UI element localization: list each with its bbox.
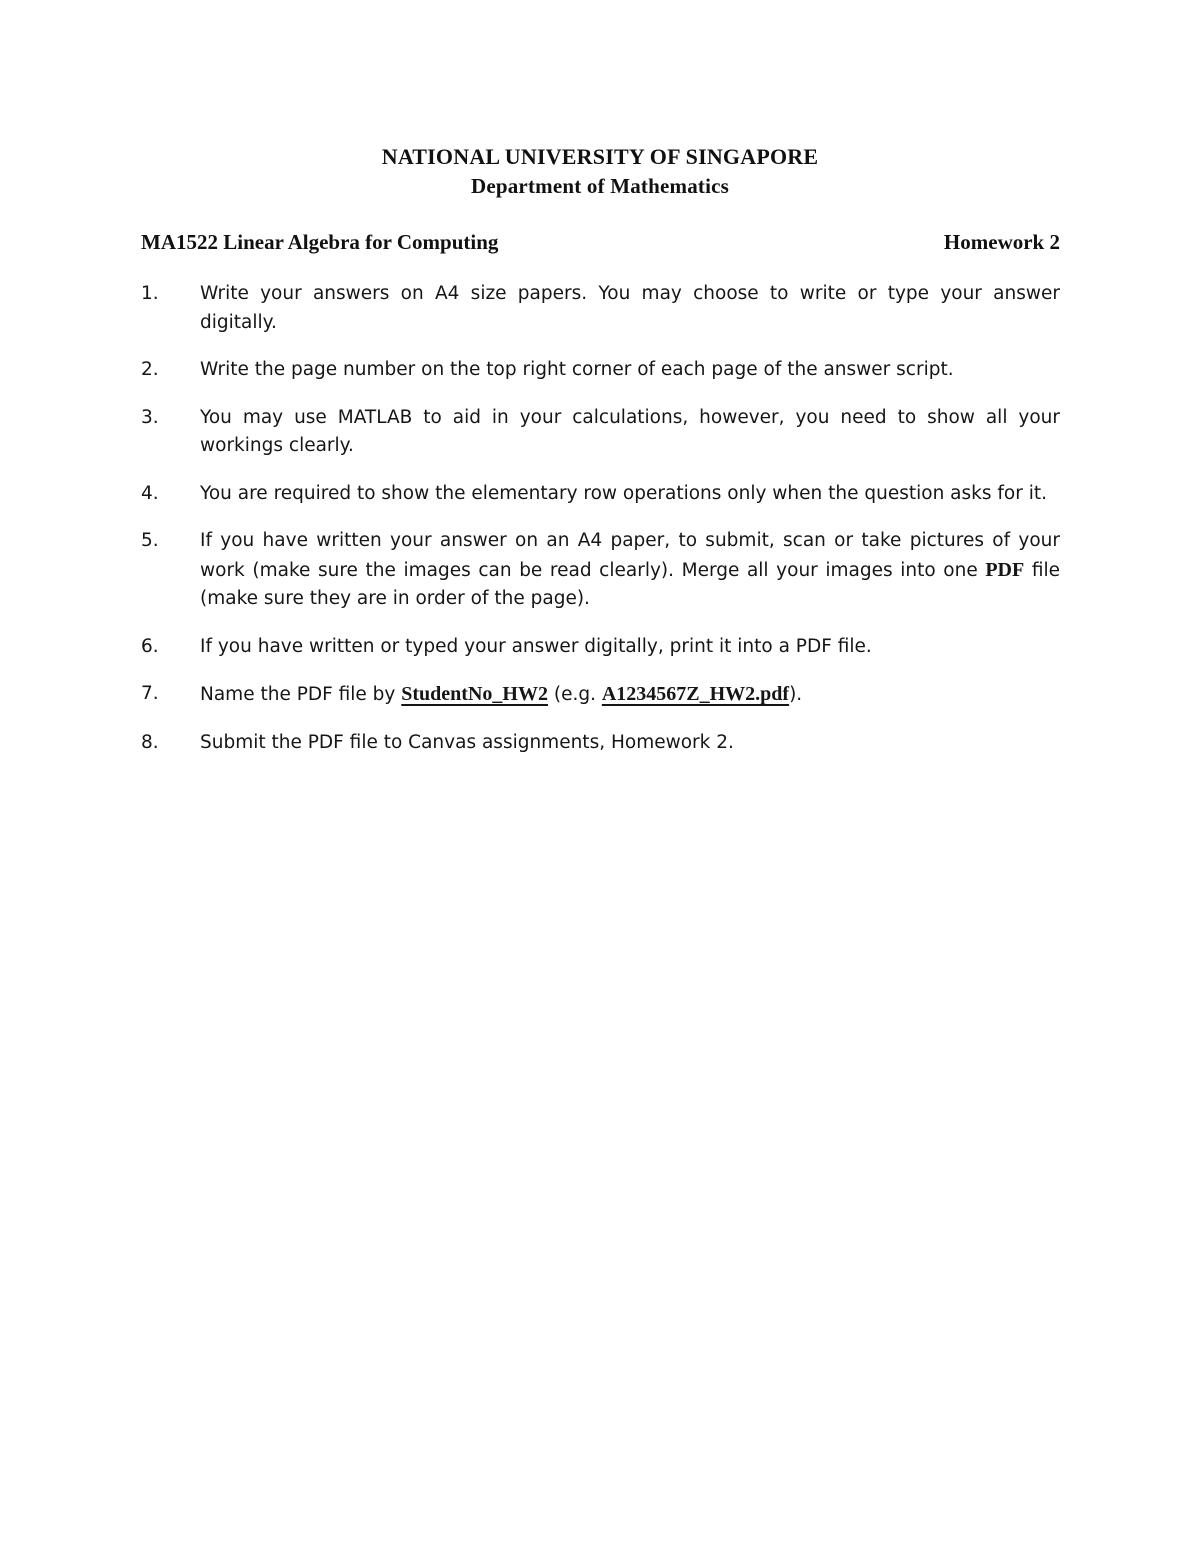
instruction-number: 8. <box>141 731 159 753</box>
instruction-item-8 <box>141 729 1060 758</box>
instruction-number: 7. <box>141 683 159 704</box>
instruction-item-4 <box>141 480 1060 509</box>
instruction-number: 1. <box>141 283 159 304</box>
instruction-text: Write your answers on A4 size papers. You may choose to write or type your answer digitally. <box>200 283 1060 333</box>
instruction-text-block <box>200 527 1060 614</box>
instruction-number: 5. <box>141 530 159 551</box>
filename-pattern: StudentNo_HW2 <box>401 683 548 705</box>
instruction-text: You may use MATLAB to aid in your calculations, however, you need to show all your workings clearly. <box>200 406 1060 456</box>
instruction-text-middle: (e.g. <box>547 684 602 705</box>
instruction-text-after: ). <box>789 684 803 705</box>
university-name: NATIONAL UNIVERSITY OF SINGAPORE <box>381 144 819 169</box>
instruction-item-2 <box>141 356 1060 385</box>
homework-label: Homework 2 <box>943 230 1060 254</box>
instruction-text-before: Name the PDF file by <box>200 684 402 705</box>
pdf-emphasis: PDF <box>985 558 1025 581</box>
instruction-text: Write the page number on the top right corner of each page of the answer script. <box>200 359 954 380</box>
instruction-item-3 <box>141 404 1060 461</box>
filename-example: A1234567Z_HW2.pdf <box>601 683 790 705</box>
instruction-text: If you have written or typed your answer digitally, print it into a PDF file. <box>200 635 872 657</box>
department-name: Department of Mathematics <box>470 174 730 198</box>
instruction-number: 4. <box>141 482 159 504</box>
instruction-item-6 <box>141 633 1060 662</box>
instruction-text-block <box>200 680 1060 710</box>
instruction-item-7 <box>141 680 1060 710</box>
course-title: MA1522 Linear Algebra for Computing <box>141 230 499 254</box>
course-line <box>141 227 1060 257</box>
instruction-text: Submit the PDF file to Canvas assignments, Homework 2. <box>200 731 734 753</box>
instruction-number: 6. <box>141 635 159 657</box>
instruction-text-after: file (make sure they are in order of the page). <box>200 559 1060 609</box>
instruction-item-1 <box>141 280 1060 337</box>
instruction-text: If you have written your answer on an A4 paper, to submit, scan or take pictures of your work (make sure the images can be read clearly). Merge all your images into one <box>200 530 1060 581</box>
instruction-item-5 <box>141 527 1060 614</box>
document-header <box>0 143 1200 201</box>
instruction-number: 2. <box>141 359 159 380</box>
instruction-text: You are required to show the elementary row operations only when the question asks for it. <box>200 482 1047 504</box>
instruction-list <box>141 280 1060 776</box>
instruction-number: 3. <box>141 406 159 428</box>
